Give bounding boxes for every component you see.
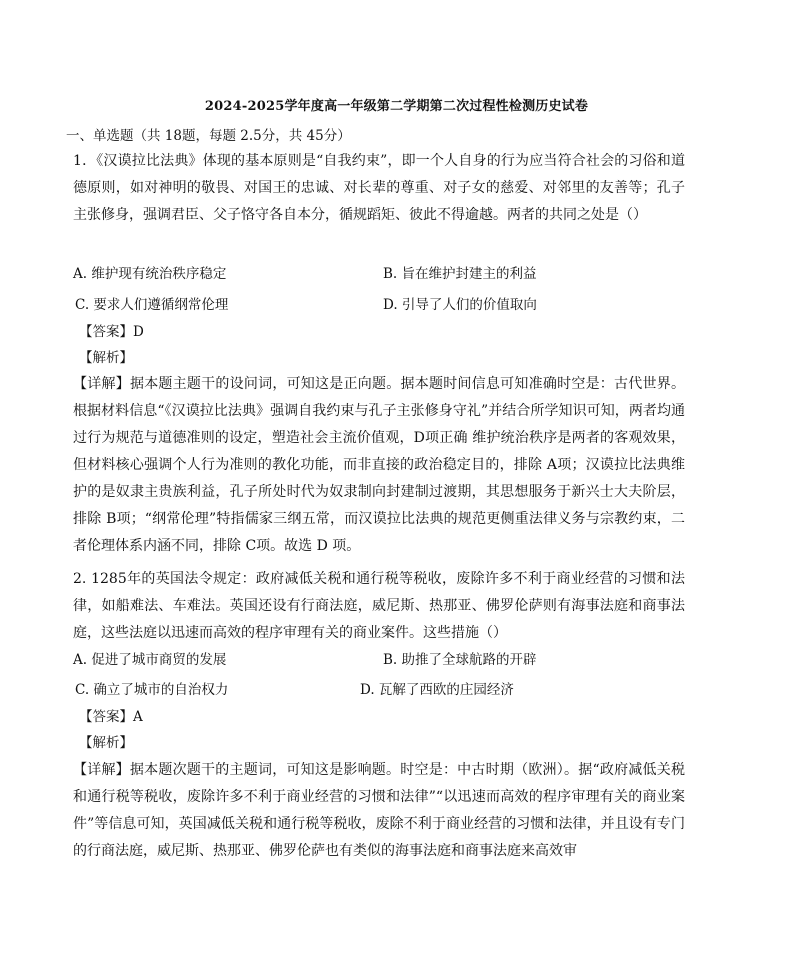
question-1-option-c: C. 要求人们遵循纲常伦理 xyxy=(75,297,229,313)
question-2-option-d: D. 瓦解了西欧的庄园经济 xyxy=(360,682,514,698)
question-2-option-a: A. 促进了城市商贸的发展 xyxy=(73,652,227,668)
section-heading: 一、单选题（共 18题，每题 2.5分，共 45分） xyxy=(66,128,351,144)
question-1-option-b: B. 旨在维护封建主的利益 xyxy=(383,266,537,282)
exam-title: 2024-2025学年度高一年级第二学期第二次过程性检测历史试卷 xyxy=(204,99,589,114)
question-2-detail: 【详解】据本题次题干的主题词，可知这是影响题。时空是：中古时期（欧洲）。据“政府减低关税和通行税等税收，废除许多不利于商业经营的习惯和法律”“以迅速而高效的程序审理有关的商业案件”等信息可知，英国减低关税和通行税等税收，废除不利于商业经营的习惯和法律，并且设有专门的行商法庭，威尼斯、热那亚、佛罗伦萨也有类似的海事法庭和商事法庭来高效审 xyxy=(73,762,685,859)
question-1-option-a: A. 维护现有统治秩序稳定 xyxy=(73,266,227,282)
question-1-stem: 1．《汉谟拉比法典》体现的基本原则是“自我约束”，即一个人自身的行为应当符合社会的习俗和道德原则，如对神明的敬畏、对国王的忠诚、对长辈的尊重、对子女的慈爱、对邻里的友善等；孔子主张修身，强调君臣、父子恪守各自本分，循规蹈矩、彼此不得逾越。两者的共同之处是（） xyxy=(73,153,685,223)
question-2-stem: 2. 1285年的英国法令规定：政府减低关税和通行税等税收，废除许多不利于商业经营的习惯和法律，如船难法、车难法。英国还设有行商法庭，威尼斯、热那亚、佛罗伦萨则有海事法庭和商事法庭，这些法庭以迅速而高效的程序审理有关的商业案件。这些措施（） xyxy=(73,571,685,641)
question-2-answer: 【答案】A xyxy=(79,709,143,725)
question-2-analysis-label: 【解析】 xyxy=(79,735,133,751)
question-2-option-b: B. 助推了全球航路的开辟 xyxy=(383,652,537,668)
question-1-detail: 【详解】据本题主题干的设问词，可知这是正向题。据本题时间信息可知准确时空是：古代世界。根据材料信息“《汉谟拉比法典》强调自我约束与孔子主张修身守礼”并结合所学知识可知，两者均通过行为规范与道德准则的设定，塑造社会主流价值观，D项正确 维护统治秩序是两者的客观效果，但材料核心强调个人行为准则的教化功能，而非直接的政治稳定目的，排除 A项；汉谟拉比法典维护的是奴隶主贵族利益，孔子所处时代为奴隶制向封建制过渡期，其思想服务于新兴士大夫阶层，排除 B项；“纲常伦理”特指儒家三纲五常，而汉谟拉比法典的规范更侧重法律义务与宗教约束，二者伦理体系内涵不同，排除 C项。故选 D 项。 xyxy=(73,376,685,554)
question-1-answer: 【答案】D xyxy=(79,324,144,340)
question-2-option-c: C. 确立了城市的自治权力 xyxy=(75,682,229,698)
question-1-analysis-label: 【解析】 xyxy=(79,350,133,366)
question-1-option-d: D. 引导了人们的价值取向 xyxy=(383,297,537,313)
